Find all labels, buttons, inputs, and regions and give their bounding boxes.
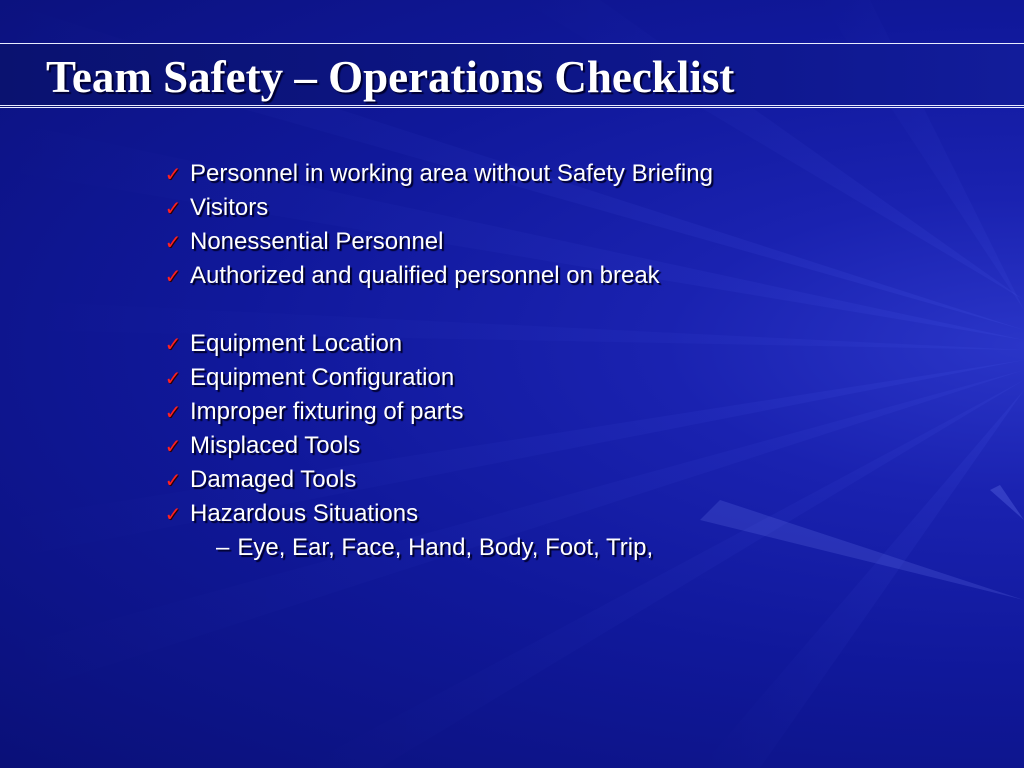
checkmark-icon: ✓ <box>164 400 182 424</box>
list-item-text: Visitors <box>190 194 269 221</box>
checkmark-icon: ✓ <box>164 162 182 186</box>
checkmark-icon: ✓ <box>164 502 182 526</box>
checkmark-icon: ✓ <box>164 196 182 220</box>
list-item <box>162 395 713 429</box>
list-item-text: Nonessential Personnel <box>190 228 444 255</box>
list-item-text: Misplaced Tools <box>190 432 361 459</box>
slide-title: Team Safety – Operations Checklist <box>46 52 735 102</box>
list-item <box>162 429 713 463</box>
checkmark-icon: ✓ <box>164 332 182 356</box>
list-item-text: Damaged Tools <box>190 466 357 493</box>
list-item-text: Equipment Location <box>190 330 403 357</box>
list-item <box>162 497 713 531</box>
list-item-text: Authorized and qualified personnel on break <box>190 262 660 289</box>
list-item <box>162 361 713 395</box>
list-item <box>162 225 713 259</box>
list-subitem-text: Eye, Ear, Face, Hand, Body, Foot, Trip, <box>237 534 654 561</box>
checkmark-icon: ✓ <box>164 468 182 492</box>
list-item-text: Personnel in working area without Safety Briefing <box>190 160 713 187</box>
list-item-text: Hazardous Situations <box>190 500 419 527</box>
checkmark-icon: ✓ <box>164 230 182 254</box>
list-spacer <box>162 293 713 327</box>
list-item <box>162 327 713 361</box>
list-item <box>162 157 713 191</box>
list-item <box>162 463 713 497</box>
list-item-text: Equipment Configuration <box>190 364 455 391</box>
checkmark-icon: ✓ <box>164 366 182 390</box>
checklist <box>162 157 713 565</box>
list-item <box>162 259 713 293</box>
list-item-text: Improper fixturing of parts <box>190 398 464 425</box>
checkmark-icon: ✓ <box>164 264 182 288</box>
list-item <box>162 191 713 225</box>
list-subitem <box>162 531 713 565</box>
dash-bullet: – <box>216 534 230 561</box>
checkmark-icon: ✓ <box>164 434 182 458</box>
